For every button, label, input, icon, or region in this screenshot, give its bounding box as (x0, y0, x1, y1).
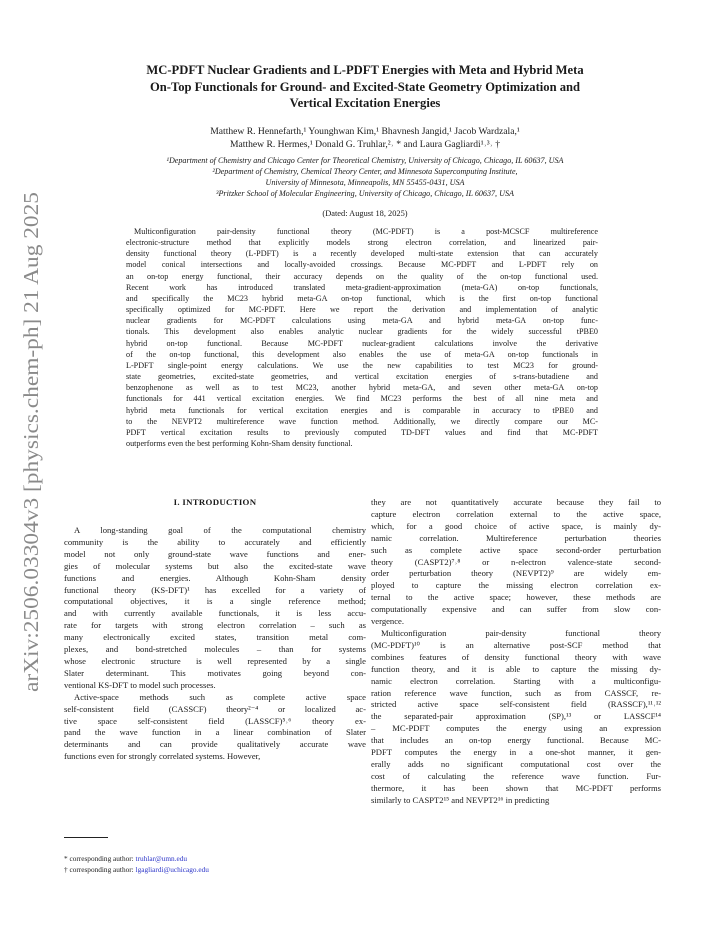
email-link-gagliardi[interactable]: lgagliardi@uchicago.edu (135, 865, 209, 874)
title-line: Vertical Excitation Energies (289, 96, 441, 110)
text-line: A long-standing goal of the computational chemistry (74, 525, 366, 535)
text-line: functions and energies. Although Kohn-Sham density (64, 572, 366, 583)
text-line: the separated-pair approximation (SP),¹³ or LASSCF¹⁴ (371, 711, 661, 722)
arxiv-stamp-svg (10, 180, 50, 700)
text-line: computational objectives, it is a single reference method; (64, 596, 366, 607)
text-line: which, for a good choice of active space, is mainly dy- (371, 520, 661, 531)
text-line: ventional KS-DFT to model such processes. (64, 679, 216, 690)
text-line: ration reference wave function, such as from CASSCF, re- (371, 687, 661, 698)
right-column (371, 497, 661, 807)
abstract-line: Multiconfiguration pair-density functional theory (MC-PDFT) is a post-MCSCF multireference (134, 227, 598, 236)
text-line: combines features of density functional theory with wave (371, 651, 661, 662)
abstract-line: outperforms even the best performing Kohn-Sham density functional. (126, 438, 353, 448)
footnotes (64, 853, 366, 875)
text-line: plexes, and bond-stretched molecules – than for systems (64, 644, 366, 655)
abstract (126, 226, 598, 449)
text-line: pand the wave function in a linear combination of Slater (64, 727, 366, 738)
affiliation-line: ²Department of Chemistry, Chemical Theory Center, and Minnesota Supercomputing Institute, (212, 167, 518, 176)
text-line: namic electron correlation. Starting with a multiconfigu- (371, 675, 661, 686)
date-line: (Dated: August 18, 2025) (322, 209, 408, 218)
author-line: Matthew R. Hennefarth,¹ Younghwan Kim,¹ Bhavnesh Jangid,¹ Jacob Wardzala,¹ (210, 126, 520, 137)
abstract-line: hybrid meta functionals for vertical excitation energies and is comparable in accuracy to tPBE0 and (126, 405, 598, 415)
text-line: they are not quantitatively accurate because they fail to (371, 497, 661, 507)
left-column (64, 525, 366, 763)
abstract-line: state geometries, excited-state geometries, and vertical excitation energies of s-trans-butadiene and (126, 372, 598, 382)
text-line: (MC-PDFT)¹⁰ is an alternative post-SCF method that (371, 639, 661, 650)
text-line: Multiconfiguration pair-density functional theory (381, 627, 661, 638)
text-line: many electronically excited states, transition metal com- (64, 632, 366, 643)
text-line: capture electron correlation external to the active space, (371, 508, 661, 519)
text-line: and with currently available functionals, it is less accu- (64, 608, 366, 619)
text-line: ternal to the active space; however, these methods are (371, 592, 661, 603)
text-line: model not only ground-state wave functions and ener- (64, 548, 366, 559)
footnote-gagliardi (64, 864, 366, 875)
title-line: On-Top Functionals for Ground- and Excited-State Geometry Optimization and (149, 79, 581, 94)
abstract-line: Recent work has introduced translated meta-gradient-approximation (meta-GA) on-top functionals, (126, 282, 598, 292)
arxiv-identifier-stamp[interactable] (10, 180, 50, 700)
text-line: similarly to CASPT2¹⁵ and NEVPT2¹⁶ in predicting (371, 794, 550, 805)
abstract-line: model conical intersections and locally-avoided crossings. Because MC-PDFT and L-PDFT rely on (126, 260, 598, 270)
abstract-line: electronic-structure method that explicitly models strong electron correlation, and linearized pair- (126, 238, 598, 248)
text-line: community is the ability to accurately and efficiently (64, 536, 366, 547)
abstract-line: and specifically the MC23 hybrid meta-GA on-top functional, which is the first on-top functional (126, 293, 598, 303)
abstract-line: specifically optimized for MC-PDFT. Here we report the derivation and implementation of analytic (126, 305, 598, 315)
text-line: namic correlation. Multireference perturbation theories (371, 532, 661, 543)
text-line: ployed to capture the missing electron correlation ex- (371, 580, 661, 591)
abstract-line: an on-top energy functional, their accuracy depends on the quality of the on-top functional used. (126, 271, 598, 281)
footnote-truhlar (64, 853, 366, 864)
text-line: such as complete active space second-order perturbation (371, 544, 661, 555)
abstract-line: density functional theory (L-PDFT) is a recently developed multi-state extension that can accurately (126, 249, 598, 259)
text-line: computationally expensive and can suffer from slow con- (371, 604, 661, 615)
abstract-line: benzophenone as well as to test MC23, another hybrid meta-GA, and seven other meta-GA on-top (126, 383, 598, 393)
text-line: functional theory (KS-DFT)¹ has excelled for a variety of (64, 584, 366, 595)
abstract-line: tionals. This development also enables analytic nuclear gradients for the widely successful tPBE0 (126, 327, 598, 337)
text-line: whose electronic structure is well represented by a single (64, 655, 366, 666)
paper-title (80, 62, 650, 112)
affiliations (60, 155, 670, 199)
abstract-line: to the NEVPT2 multireference wave function method. Additionally, we directly compare our MC- (126, 416, 598, 426)
title-line: MC-PDFT Nuclear Gradients and L-PDFT Energies with Meta and Hybrid Meta (146, 63, 584, 77)
text-line: rate for targets with strong electron correlation – such as (64, 620, 366, 631)
abstract-line: hybrid on-top functional. Because MC-PDFT nuclear-gradient calculations involve the derivative (126, 338, 598, 348)
abstract-line: of the on-top functional, this development also enables the use of meta-GA on-top functionals in (126, 349, 598, 359)
affiliation-line: ¹Department of Chemistry and Chicago Center for Theoretical Chemistry, University of Chicago, Chicago, IL 60637, USA (166, 156, 564, 165)
text-line: function theory, and it is able to capture the missing dy- (371, 663, 661, 674)
text-line: – MC-PDFT computes the energy using an expression (371, 723, 661, 734)
footnote-divider (64, 837, 108, 838)
abstract-line: PDFT vertical excitation results to previously computed TD-DFT values and find that MC-PDFT (126, 427, 598, 437)
abstract-line: L-PDFT single-point energy calculations. We use the new capabilities to test MC23 for ground- (126, 360, 598, 370)
text-line: order perturbation theory (NEVPT2)⁹ are widely em- (371, 568, 661, 579)
footnote-label: * corresponding author: (64, 854, 136, 863)
text-line: erally adds no significant computational cost over the (371, 758, 661, 769)
text-line: vergence. (371, 616, 405, 627)
affiliation-line: University of Minnesota, Minneapolis, MN 55455-0431, USA (265, 178, 465, 187)
email-link-truhlar[interactable]: truhlar@umn.edu (135, 854, 188, 863)
text-line: Active-space methods such as complete active space (74, 691, 366, 702)
text-line: theory (CASPT2)⁷˒⁸ or n-electron valence-state second- (371, 556, 661, 567)
text-line: stricted active space self-consistent field (RASSCF),¹¹˒¹² (371, 699, 661, 710)
text-line: PDFT computes the energy in a one-shot manner, it gen- (371, 747, 661, 758)
text-line: tive space self-consistent field (LASSCF)⁵˒⁶ theory ex- (64, 715, 366, 726)
author-list (70, 125, 660, 151)
section-heading-introduction: I. INTRODUCTION (173, 497, 257, 507)
text-line: cost of calculating the reference wave function. Fur- (371, 770, 661, 781)
text-line: Slater determinant. This motivates going beyond con- (64, 667, 366, 678)
text-line: determinants and can provide qualitatively accurate wave (64, 739, 366, 750)
footnote-label: † corresponding author: (64, 865, 136, 874)
text-line: gies of molecular systems but also the excited-state wave (64, 560, 366, 571)
abstract-line: nuclear gradients for MC-PDFT calculations using meta-GA and hybrid meta-GA on-top func- (126, 316, 598, 326)
affiliation-line: ³Pritzker School of Molecular Engineering, University of Chicago, Chicago, IL 60637, USA (216, 189, 514, 198)
text-line: that includes an on-top energy functional. Because MC- (371, 735, 661, 746)
text-line: thermore, it has been shown that MC-PDFT performs (371, 782, 661, 793)
text-line: self-consistent field (CASSCF) theory²⁻⁴ or localized ac- (64, 703, 366, 714)
abstract-line: functionals for 441 vertical excitation energies. We find MC23 performs the best of all nine meta and (126, 394, 598, 404)
author-line: Matthew R. Hermes,¹ Donald G. Truhlar,²˒ * and Laura Gagliardi¹˒³˒ † (229, 139, 501, 150)
arxiv-id-text: arXiv:2506.03304v3 [physics.chem-ph] 21 Aug 2025 (19, 242, 43, 692)
text-line: functions even for strongly correlated systems. However, (64, 751, 261, 762)
